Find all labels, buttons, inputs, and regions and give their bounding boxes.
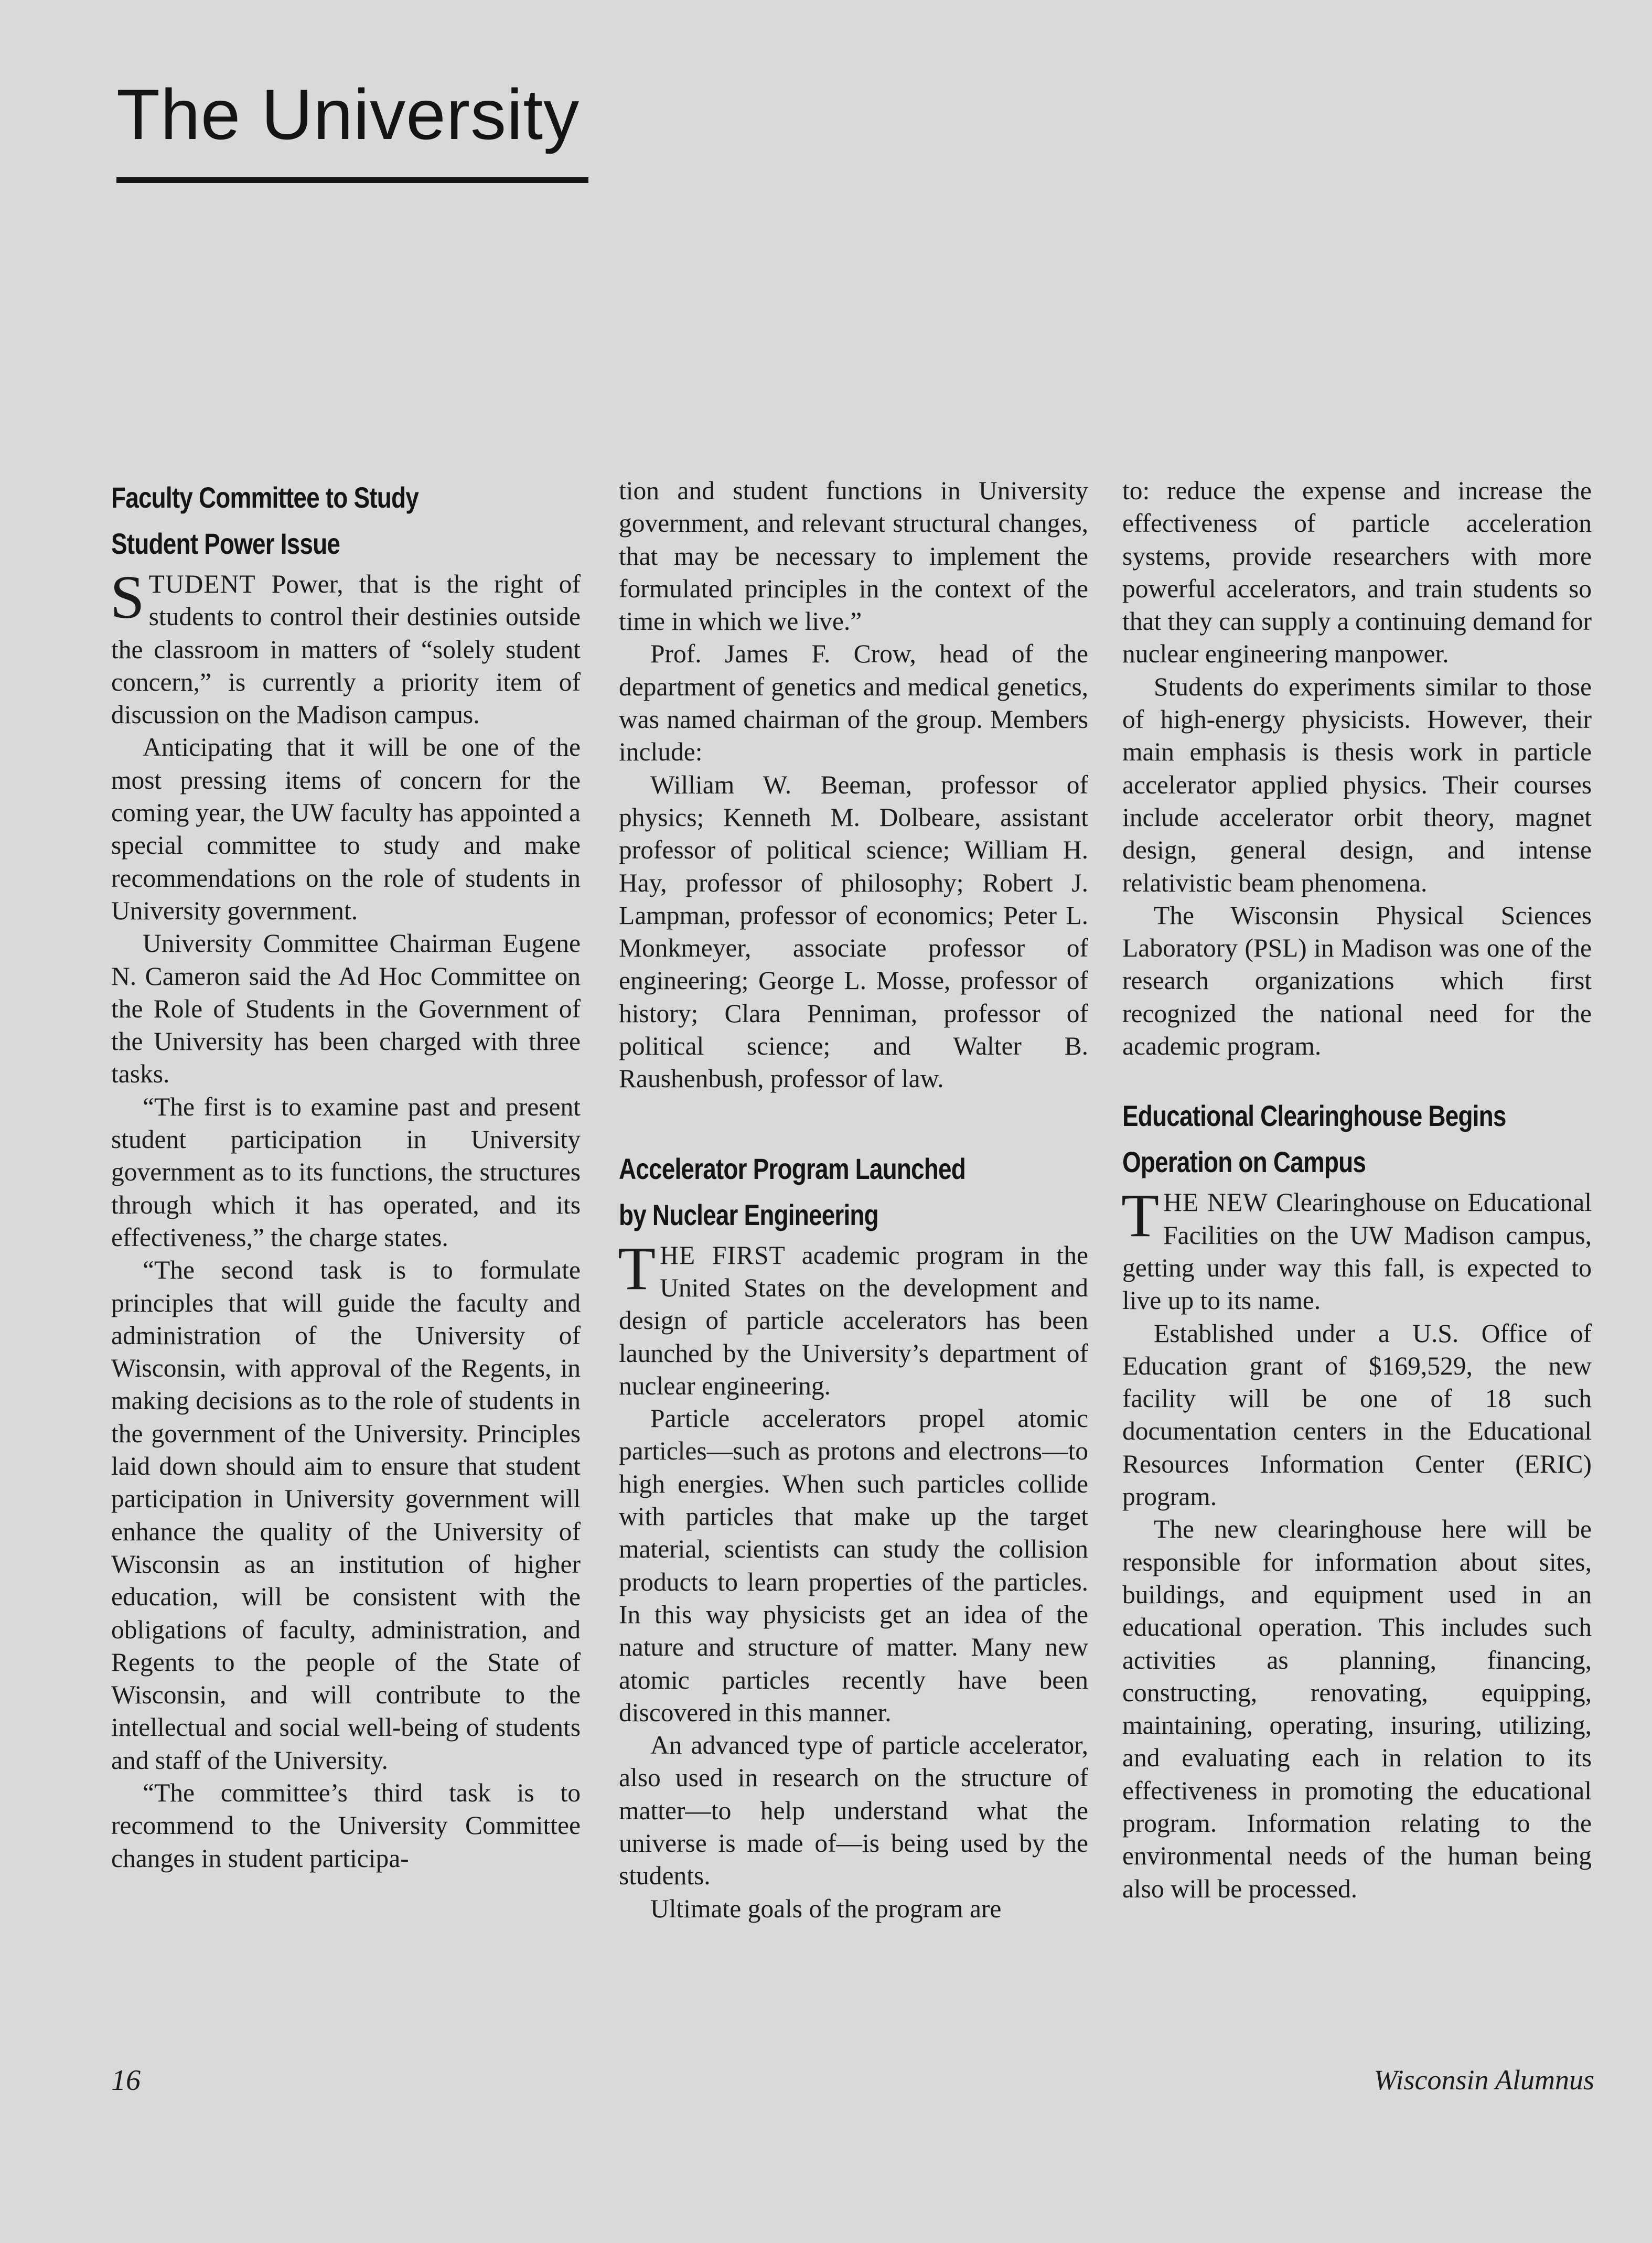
article-3-paragraph-3: The new clearinghouse here will be responsible for information about sites, buildings, and equipment used in an educational operation. This includes such activities as planning, financing, constructing, renovating, equipping, maintaining, operating, insuring, utilizing, and evaluating each in relation to its effectiveness in promoting the educational program. Information relating to the environmental needs of the human being also will be processed.	[1122, 1515, 1592, 1903]
article-3-headline	[1122, 1093, 1592, 1185]
article-1-lead-words: TUDENT	[148, 570, 256, 598]
column-2	[619, 475, 1088, 1925]
article-2-paragraph-1-text: academic program in the United States on the development and design of particle accelerators has been launched by the University’s department of nuclear engineering.	[619, 1240, 1088, 1400]
article-3-drop-cap: T	[1121, 1181, 1160, 1250]
article-3-paragraph-2: Established under a U.S. Office of Education grant of $169,529, the new facility will be one of 18 such documentation centers in the Educational Resources Information Center (ERIC) program.	[1122, 1318, 1592, 1511]
article-2-lead-words: HE FIRST	[660, 1240, 786, 1270]
article-1-paragraph-3: University Committee Chairman Eugene N. Cameron said the Ad Hoc Committee on the Role of Students in the Government of the University has been charged with three tasks.	[111, 929, 581, 1089]
column-1	[111, 475, 581, 1875]
article-1-paragraph-1	[110, 563, 581, 731]
article-2-paragraph-1	[618, 1233, 1088, 1402]
article-1-paragraph-2: Anticipating that it will be one of the most pressing items of concern for the coming year, the UW faculty has appointed a special committee to study and make recommendations on the role of students in University government.	[111, 733, 581, 925]
article-2-headline-line-1: Accelerator Program Launched	[619, 1152, 966, 1185]
article-1-paragraph-1-text: Power, that is the right of students to control their destinies outside the classroom in matters of “solely student concern,” is currently a priority item of discussion on the Madison campus.	[111, 570, 581, 729]
column-3	[1122, 475, 1592, 1905]
article-1-paragraph-8: William W. Beeman, professor of physics; Kenneth M. Dolbeare, assistant professor of political science; William H. Hay, professor of philosophy; Robert J. Lampman, professor of economics; Peter L. Monkmeyer, associate professor of engineering; George L. Mosse, professor of history; Clara Penniman, professor of political science; and Walter B. Raushenbush, professor of law.	[619, 770, 1088, 1093]
article-2-headline-line-2: by Nuclear Engineering	[619, 1198, 878, 1231]
article-1-drop-cap: S	[110, 563, 145, 631]
article-1-headline	[111, 475, 581, 567]
article-1-headline-line-1: Faculty Committee to Study	[111, 481, 419, 514]
article-1-headline-line-2: Student Power Issue	[111, 527, 340, 560]
page-header	[116, 74, 588, 183]
article-2-paragraph-5: Students do experiments similar to those of high-energy physicists. However, their main emphasis is thesis work in particle accelerator applied physics. Their courses include accelerator orbit theory, magnet design, general design, and intense relativistic beam phenomena.	[1122, 672, 1592, 897]
article-1-paragraph-5: “The second task is to formulate principles that will guide the faculty and administration of the University of Wisconsin, with approval of the Regents, in making decisions as to the role of students in the government of the University. Principles laid down should aim to ensure that student participation in University government will enhance the quality of the University of Wisconsin as an institution of higher education, will be consistent with the obligations of faculty, administration, and Regents to the people of the State of Wisconsin, and will contribute to the intellectual and social well-being of students and staff of the University.	[111, 1255, 581, 1775]
page-number: 16	[111, 2064, 141, 2097]
article-3-headline-line-1: Educational Clearinghouse Begins	[1122, 1099, 1506, 1133]
article-1-paragraph-6-continued: tion and student functions in University government, and relevant structural changes, that may be necessary to implement the formulated principles in the context of the time in which we live.”	[619, 476, 1088, 636]
title-rule	[116, 177, 588, 183]
article-2-paragraph-4: Ultimate goals of the program are	[650, 1894, 1002, 1923]
article-2-paragraph-2: Particle accelerators propel atomic particles—such as protons and electrons—to high energies. When such particles collide with particles that make up the target material, scientists can study the collision products to learn properties of the particles. In this way physicists get an idea of the nature and structure of matter. Many new atomic particles recently have been discovered in this manner.	[619, 1404, 1088, 1727]
article-3-paragraph-1-text: Clearinghouse on Educational Facilities on the UW Madison campus, getting under way this fall, is expected to live up to its name.	[1122, 1188, 1592, 1315]
article-1-paragraph-7: Prof. James F. Crow, head of the department of genetics and medical genetics, was named chairman of the group. Members include:	[619, 639, 1088, 767]
article-2-headline	[619, 1146, 1088, 1238]
article-2-paragraph-4-continued: to: reduce the expense and increase the effectiveness of particle acceleration systems, provide researchers with more powerful accelerators, and train students so that they can supply a continuing demand for nuclear engineering manpower.	[1122, 476, 1592, 669]
publication-name: Wisconsin Alumnus	[1374, 2064, 1594, 2096]
article-3-lead-words: HE NEW	[1163, 1188, 1268, 1217]
article-3-headline-line-2: Operation on Campus	[1122, 1145, 1366, 1179]
article-2-paragraph-3: An advanced type of particle accelerator, also used in research on the structure of matter—to help understand what the universe is made of—is being used by the students.	[619, 1731, 1088, 1891]
article-1-paragraph-4: “The first is to examine past and present student participation in University government as to its functions, the structures through which it has operated, and its effectiveness,” the charge states.	[111, 1092, 581, 1252]
article-2-paragraph-6: The Wisconsin Physical Sciences Laboratory (PSL) in Madison was one of the research organizations which first recognized the national need for the academic program.	[1122, 900, 1592, 1061]
article-1-paragraph-6: “The committee’s third task is to recommend to the University Committee changes in student participa-	[111, 1778, 581, 1873]
article-2-drop-cap: T	[618, 1233, 656, 1303]
article-3-paragraph-1	[1121, 1181, 1592, 1317]
page-title: The University	[116, 74, 580, 154]
